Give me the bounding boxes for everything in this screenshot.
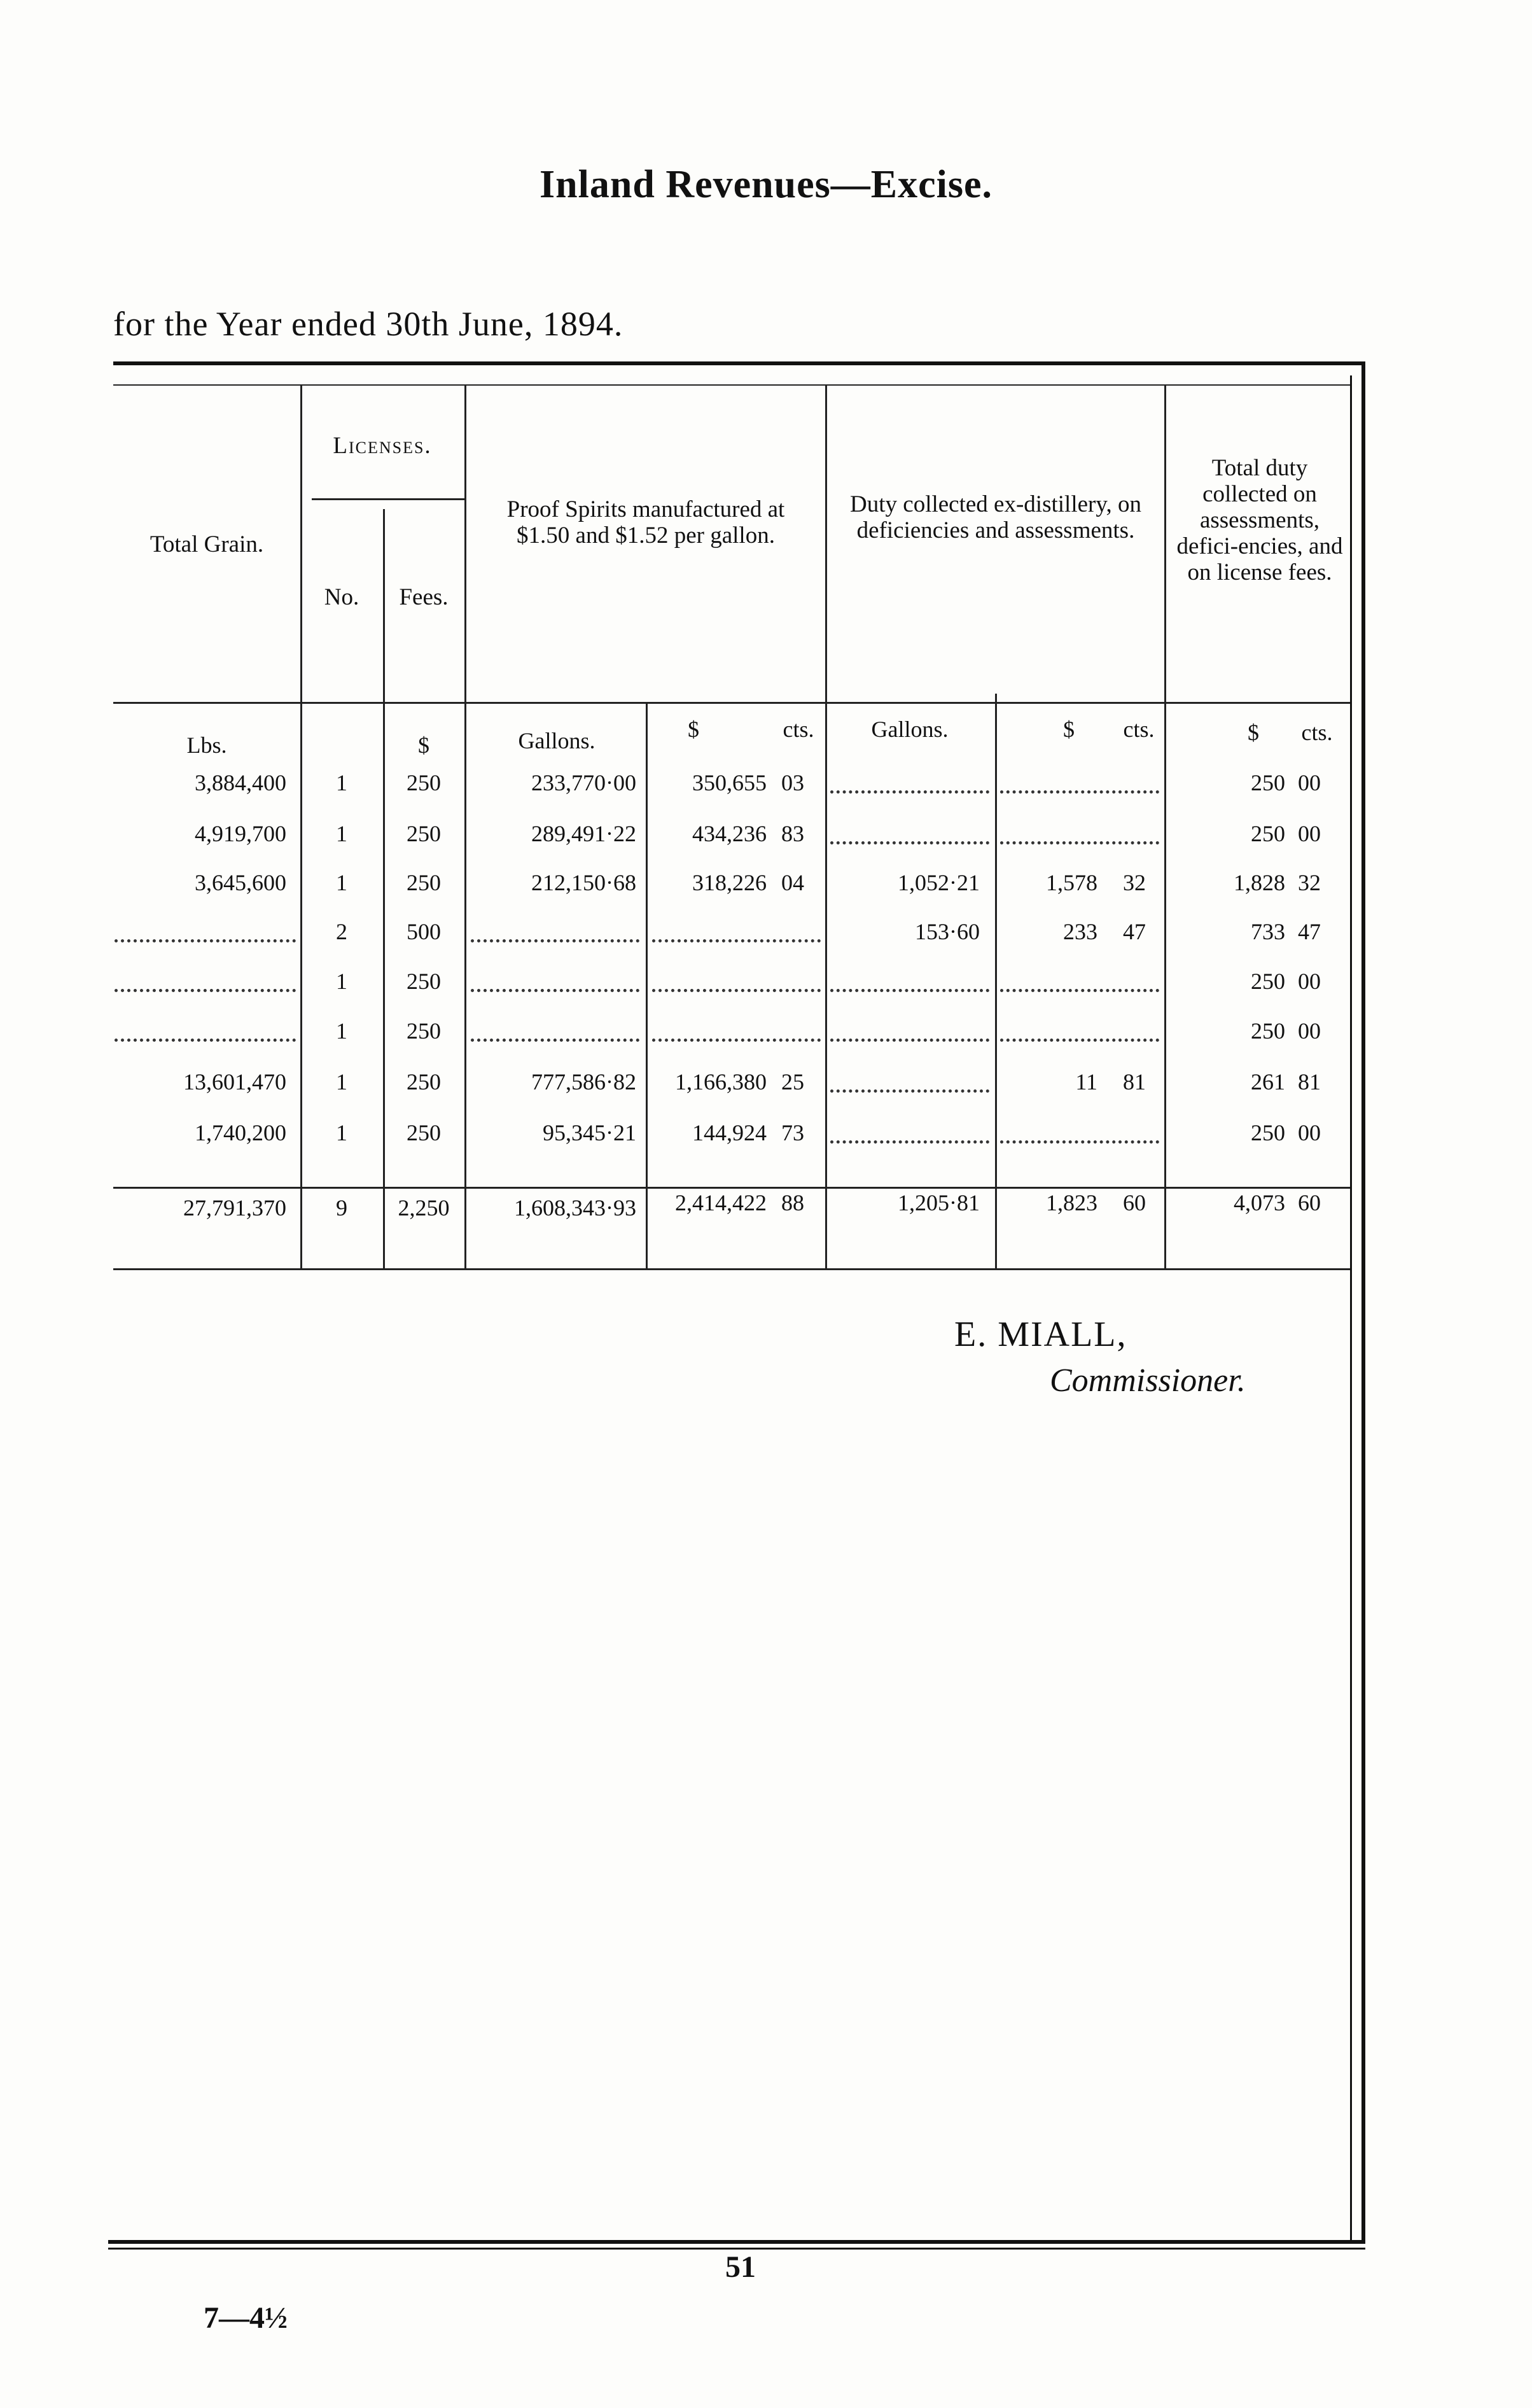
cell-total-dollars: 261 [1251,1069,1285,1095]
cell-proof-gallons: 777,586·82 [531,1069,636,1095]
unit-total-cts: cts. [1301,720,1333,745]
total-proof-cts: 88 [781,1190,804,1215]
leader-dots [115,986,296,992]
cell-grain: 1,740,200 [195,1120,286,1145]
leader-dots [1000,986,1159,992]
leader-dots [830,1087,989,1093]
cell-grain: 3,645,600 [195,870,286,895]
cell-no: 2 [336,919,347,944]
unit-fees: $ [418,732,429,758]
cell-total-cts: 00 [1298,821,1321,846]
header-duty-collected: Duty collected ex-distillery, on deficiencies and assessments. [850,491,1141,543]
signature-name: E. MIALL, [954,1315,1127,1354]
total-duty-cts: 60 [1123,1190,1146,1215]
cell-duty-dollars: 233 [1063,919,1097,944]
total-duty-dollars: 1,823 [1046,1190,1097,1215]
leader-dots [1000,1138,1159,1144]
header-fees: Fees. [399,584,449,610]
cell-proof-gallons: 289,491·22 [531,821,636,846]
unit-proof-dollar: $ [688,717,699,742]
leader-dots [652,937,821,942]
cell-total-cts: 00 [1298,1120,1321,1145]
table-right-border-inner [1350,375,1352,2240]
col-rule-fees [464,384,466,1268]
cell-duty-cts: 81 [1123,1069,1146,1095]
cell-total-cts: 00 [1298,770,1321,795]
cell-total-dollars: 250 [1251,770,1285,795]
col-rule-proof [825,384,827,1268]
unit-total-dollar: $ [1248,720,1259,745]
col-rule-proof-gallons [646,702,648,1268]
col-rule-duty [1164,384,1166,1268]
cell-proof-gallons: 233,770·00 [531,770,636,795]
cell-fees: 250 [407,969,441,994]
page-subtitle: for the Year ended 30th June, 1894. [113,305,623,343]
page-bottom-rule [108,2240,1365,2244]
cell-total-dollars: 250 [1251,1018,1285,1044]
licenses-rule [312,498,464,500]
total-total-cts: 60 [1298,1190,1321,1215]
cell-duty-dollars: 11 [1075,1069,1097,1095]
cell-proof-gallons: 95,345·21 [543,1120,636,1145]
table-bottom-rule [113,1268,1350,1270]
cell-total-cts: 32 [1298,870,1321,895]
leader-dots [471,986,639,992]
cell-proof-gallons: 212,150·68 [531,870,636,895]
unit-proof-gallons: Gallons. [518,728,595,753]
leader-dots [1000,839,1159,844]
table-top-rule [113,361,1365,365]
leader-dots [830,986,989,992]
unit-duty-cts: cts. [1123,717,1155,742]
total-grain: 27,791,370 [183,1195,286,1221]
cell-proof-dollars: 350,655 [692,770,767,795]
total-duty-gallons: 1,205·81 [898,1190,980,1215]
page-title: Inland Revenues—Excise. [540,163,992,206]
cell-total-dollars: 1,828 [1234,870,1285,895]
leader-dots [830,1036,989,1042]
cell-no: 1 [336,1018,347,1044]
cell-no: 1 [336,1069,347,1095]
total-proof-dollars: 2,414,422 [675,1190,767,1215]
header-proof-spirits: Proof Spirits manufactured at $1.50 and $1.52 per gallon. [506,496,785,549]
cell-grain: 4,919,700 [195,821,286,846]
cell-total-dollars: 250 [1251,1120,1285,1145]
signature-title: Commissioner. [1050,1362,1246,1399]
cell-duty-dollars: 1,578 [1046,870,1097,895]
leader-dots [830,1138,989,1144]
leader-dots [652,1036,821,1042]
leader-dots [652,986,821,992]
cell-proof-dollars: 434,236 [692,821,767,846]
total-proof-gallons: 1,608,343·93 [514,1195,636,1221]
leader-dots [115,937,296,942]
table-right-border [1361,361,1365,2243]
cell-fees: 250 [407,770,441,795]
cell-duty-gallons: 153·60 [915,919,980,944]
cell-proof-cts: 73 [781,1120,804,1145]
total-no: 9 [336,1195,347,1221]
cell-no: 1 [336,770,347,795]
header-total-grain: Total Grain. [150,531,264,557]
leader-dots [115,1036,296,1042]
page-number: 51 [725,2250,756,2284]
cell-total-cts: 00 [1298,969,1321,994]
cell-no: 1 [336,969,347,994]
cell-no: 1 [336,870,347,895]
cell-duty-cts: 32 [1123,870,1146,895]
cell-proof-cts: 03 [781,770,804,795]
cell-fees: 250 [407,870,441,895]
cell-total-dollars: 250 [1251,821,1285,846]
cell-fees: 250 [407,1069,441,1095]
cell-total-cts: 00 [1298,1018,1321,1044]
total-total-dollars: 4,073 [1234,1190,1285,1215]
header-no: No. [324,584,359,610]
cell-proof-dollars: 1,166,380 [675,1069,767,1095]
cell-proof-cts: 04 [781,870,804,895]
cell-duty-gallons: 1,052·21 [898,870,980,895]
cell-grain: 13,601,470 [183,1069,286,1095]
header-licenses: Licenses. [333,433,432,459]
cell-fees: 250 [407,1120,441,1145]
cell-duty-cts: 47 [1123,919,1146,944]
cell-total-cts: 47 [1298,919,1321,944]
unit-duty-gallons: Gallons. [871,717,949,742]
leader-dots [1000,1036,1159,1042]
cell-total-cts: 81 [1298,1069,1321,1095]
cell-grain: 3,884,400 [195,770,286,795]
col-rule-duty-gallons [995,694,997,1268]
cell-proof-cts: 83 [781,821,804,846]
header-total-duty: Total duty collected on assessments, defici-encies, and on license fees. [1176,455,1343,585]
cell-total-dollars: 250 [1251,969,1285,994]
leader-dots [830,839,989,844]
cell-proof-dollars: 144,924 [692,1120,767,1145]
cell-no: 1 [336,1120,347,1145]
leader-dots [471,1036,639,1042]
unit-duty-dollar: $ [1063,717,1075,742]
total-fees: 2,250 [398,1195,450,1221]
leader-dots [830,788,989,794]
leader-dots [1000,788,1159,794]
unit-proof-cts: cts. [783,717,814,742]
cell-no: 1 [336,821,347,846]
leader-dots [471,937,639,942]
cell-fees: 250 [407,821,441,846]
cell-proof-dollars: 318,226 [692,870,767,895]
cell-proof-cts: 25 [781,1069,804,1095]
cell-total-dollars: 733 [1251,919,1285,944]
signature-mark: 7—4½ [204,2301,288,2335]
cell-fees: 250 [407,1018,441,1044]
unit-grain: Lbs. [186,732,227,758]
cell-fees: 500 [407,919,441,944]
